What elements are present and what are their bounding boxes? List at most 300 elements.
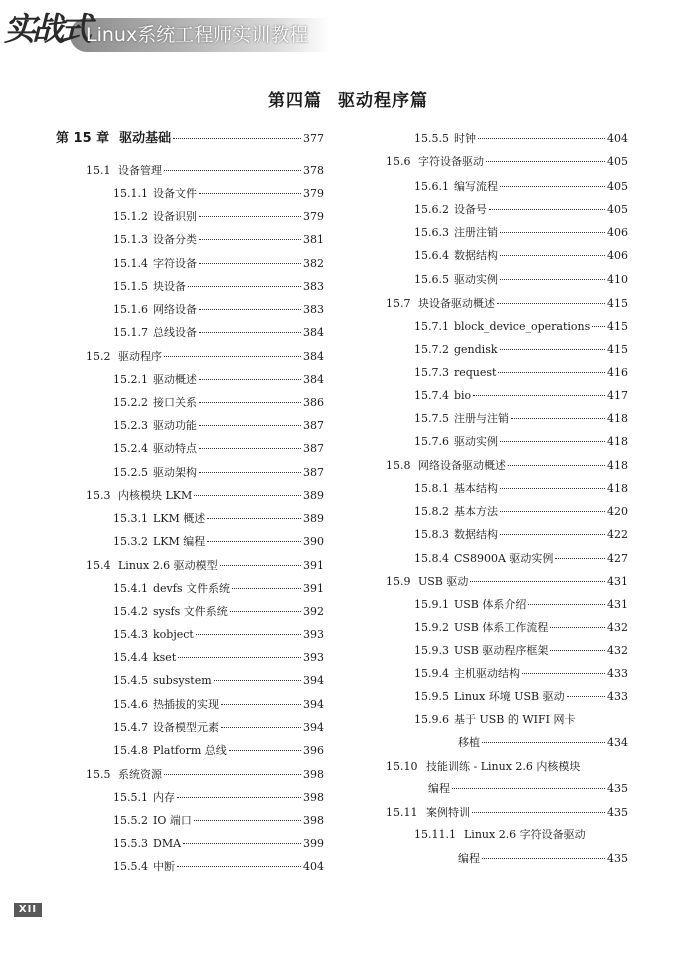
book-title: Linux系统工程师实训教程 [86, 24, 309, 46]
dot-leader [497, 303, 605, 304]
toc-entry-number: 15.3.2 [113, 535, 148, 548]
toc-entry-title: 接口关系 [153, 396, 197, 409]
toc-entry-title: request [454, 366, 497, 379]
dot-leader [486, 161, 605, 162]
toc-entry-title: USB 体系介绍 [454, 598, 527, 611]
toc-entry-title: 中断 [153, 860, 175, 873]
toc-entry-title: 驱动概述 [153, 373, 197, 386]
toc-entry-title: 字符设备驱动 [418, 155, 484, 168]
toc-entry-page: 432 [607, 644, 628, 657]
dot-leader [592, 326, 605, 327]
part-title [0, 86, 696, 111]
toc-entry-title: 注册注销 [454, 226, 498, 239]
toc-entry-title: 基本方法 [454, 505, 498, 518]
toc-entry [414, 828, 628, 842]
toc-entry [386, 575, 628, 589]
toc-entry [113, 860, 324, 874]
toc-entry [113, 837, 324, 851]
toc-entry [113, 791, 324, 805]
toc-entry-title: 网络设备驱动概述 [418, 459, 506, 472]
toc-entry-number: 15.5.4 [113, 860, 148, 873]
toc-entry [56, 132, 324, 146]
toc-entry-page: 394 [303, 721, 324, 734]
toc-entry [414, 482, 628, 496]
toc-entry [386, 155, 628, 169]
toc-entry [113, 303, 324, 317]
toc-entry-page: 390 [303, 535, 324, 548]
toc-entry-page: 432 [607, 621, 628, 634]
toc-entry-number: 15.9.5 [414, 690, 449, 703]
toc-entry-number: 15.6.2 [414, 203, 449, 216]
toc-entry-title: 编写流程 [454, 180, 498, 193]
toc-entry-title: LKM 编程 [153, 535, 206, 548]
toc-entry-page: 427 [607, 552, 628, 565]
toc-entry [414, 505, 628, 519]
dot-leader [500, 511, 605, 512]
toc-entry-number: 15.4.7 [113, 721, 148, 734]
toc-entry-title: 网络设备 [153, 303, 197, 316]
toc-entry-number: 15.4.1 [113, 582, 148, 595]
toc-entry-number: 15.8.1 [414, 482, 449, 495]
dot-leader [230, 611, 301, 612]
dot-leader [199, 472, 301, 473]
dot-leader [470, 581, 605, 582]
toc-entry-number: 15.9.1 [414, 598, 449, 611]
toc-entry-number: 15.2.2 [113, 396, 148, 409]
toc-entry [113, 396, 324, 410]
toc-entry [86, 559, 324, 573]
dot-leader [482, 742, 605, 743]
toc-entry-page: 431 [607, 575, 628, 588]
toc-entry-page: 392 [303, 605, 324, 618]
dot-leader [528, 604, 605, 605]
toc-entry-number: 15.2 [86, 350, 111, 363]
toc-entry-page: 405 [607, 180, 628, 193]
toc-entry-page: 418 [607, 459, 628, 472]
toc-entry-page: 378 [303, 164, 324, 177]
toc-entry-page: 415 [607, 320, 628, 333]
toc-entry-page: 404 [303, 860, 324, 873]
toc-entry-title: 设备识别 [153, 210, 197, 223]
toc-entry-number: 15.6.1 [414, 180, 449, 193]
dot-leader [489, 209, 605, 210]
toc-entry-page: 384 [303, 373, 324, 386]
toc-entry [113, 326, 324, 340]
toc-entry-page: 405 [607, 155, 628, 168]
toc-entry-title: 系统资源 [118, 768, 162, 781]
toc-entry-page: 396 [303, 744, 324, 757]
toc-entry-page: 416 [607, 366, 628, 379]
toc-entry [414, 713, 628, 727]
toc-entry-number: 15.4.4 [113, 651, 148, 664]
toc-entry [386, 297, 628, 311]
toc-entry-title: 数据结构 [454, 528, 498, 541]
toc-entry [113, 210, 324, 224]
part-number: 第四篇 [268, 91, 322, 111]
toc-entry-page: 383 [303, 280, 324, 293]
toc-entry [458, 736, 628, 750]
toc-entry-number: 15.2.1 [113, 373, 148, 386]
toc-entry-page: 386 [303, 396, 324, 409]
toc-entry-title: 驱动实例 [454, 273, 498, 286]
dot-leader [522, 673, 605, 674]
toc-entry-title: Linux 2.6 驱动模型 [118, 559, 218, 572]
toc-entry-title: 设备文件 [153, 187, 197, 200]
toc-entry-title: 基于 USB 的 WIFI 网卡 [454, 713, 576, 726]
toc-entry [428, 782, 628, 796]
toc-entry-title: 设备分类 [153, 233, 197, 246]
toc-entry [86, 164, 324, 178]
toc-entry-number: 15.1.1 [113, 187, 148, 200]
toc-entry [113, 651, 324, 665]
toc-entry-number: 15.7.4 [414, 389, 449, 402]
toc-entry-number: 15.5.1 [113, 791, 148, 804]
toc-entry-number: 15.6 [386, 155, 411, 168]
dot-leader [178, 657, 301, 658]
toc-entry-page: 431 [607, 598, 628, 611]
toc-entry [414, 412, 628, 426]
toc-entry-page: 387 [303, 466, 324, 479]
toc-entry [113, 442, 324, 456]
toc-entry-title: 技能训练 - Linux 2.6 内核模块 [426, 760, 581, 773]
toc-entry [113, 698, 324, 712]
toc-entry [414, 343, 628, 357]
toc-entry-title: 设备模型元素 [153, 721, 219, 734]
toc-entry-number: 15.11 [386, 806, 418, 819]
toc-entry [113, 419, 324, 433]
toc-entry [113, 466, 324, 480]
dot-leader [207, 541, 301, 542]
toc-entry-page: 435 [607, 782, 628, 795]
toc-entry-page: 399 [303, 837, 324, 850]
toc-entry-number: 15.5.3 [113, 837, 148, 850]
toc-entry-number: 15.1.5 [113, 280, 148, 293]
toc-entry [414, 273, 628, 287]
toc-entry-page: 406 [607, 226, 628, 239]
dot-leader [232, 588, 301, 589]
toc-entry-number: 15.5.5 [414, 132, 449, 145]
dot-leader [177, 866, 301, 867]
toc-entry-page: 433 [607, 667, 628, 680]
toc-entry-number: 15.1.6 [113, 303, 148, 316]
toc-entry-title: 基本结构 [454, 482, 498, 495]
toc-entry [113, 535, 324, 549]
toc-entry-title: Linux 环境 USB 驱动 [454, 690, 565, 703]
toc-entry-page: 406 [607, 249, 628, 262]
toc-entry-page: 435 [607, 852, 628, 865]
toc-entry-page: 387 [303, 442, 324, 455]
toc-entry-title: USB 驱动 [418, 575, 469, 588]
dot-leader [199, 263, 301, 264]
toc-entry-page: 394 [303, 698, 324, 711]
toc-entry-title: block_device_operations [454, 320, 591, 333]
toc-entry-title: devfs 文件系统 [153, 582, 230, 595]
dot-leader [555, 558, 605, 559]
toc-entry-number: 15.7 [386, 297, 411, 310]
toc-entry-page: 379 [303, 210, 324, 223]
dot-leader [196, 634, 301, 635]
toc-entry-title: 移植 [458, 736, 480, 749]
toc-entry-number: 15.9.2 [414, 621, 449, 634]
toc-entry-title: CS8900A 驱动实例 [454, 552, 554, 565]
toc-entry [113, 233, 324, 247]
dot-leader [199, 309, 301, 310]
dot-leader [199, 402, 301, 403]
toc-entry-number: 15.8.4 [414, 552, 449, 565]
toc-entry [414, 180, 628, 194]
toc-entry-page: 398 [303, 814, 324, 827]
part-name: 驱动程序篇 [338, 91, 428, 111]
toc-entry-page: 381 [303, 233, 324, 246]
toc-entry-page: 384 [303, 326, 324, 339]
dot-leader [177, 797, 301, 798]
dot-leader [500, 534, 605, 535]
toc-entry-title: sysfs 文件系统 [153, 605, 228, 618]
toc-entry-title: bio [454, 389, 472, 402]
toc-entry-number: 15.6.3 [414, 226, 449, 239]
toc-entry [113, 721, 324, 735]
toc-entry [86, 350, 324, 364]
toc-entry-title: 主机驱动结构 [454, 667, 520, 680]
toc-entry [113, 814, 324, 828]
toc-entry [414, 690, 628, 704]
toc-entry-number: 15.7.2 [414, 343, 449, 356]
dot-leader [164, 170, 301, 171]
toc-entry-title: 块设备 [153, 280, 186, 293]
toc-entry-page: 393 [303, 651, 324, 664]
toc-entry-number: 15.4.2 [113, 605, 148, 618]
dot-leader [199, 332, 301, 333]
dot-leader [500, 441, 605, 442]
toc-entry [414, 644, 628, 658]
toc-entry [414, 552, 628, 566]
toc-entry-number: 15.5 [86, 768, 111, 781]
toc-entry [414, 389, 628, 403]
toc-entry-title: Linux 2.6 字符设备驱动 [464, 828, 586, 841]
toc-entry [386, 760, 628, 774]
toc-entry-title: gendisk [454, 343, 498, 356]
toc-entry-page: 398 [303, 791, 324, 804]
toc-entry [414, 667, 628, 681]
dot-leader [199, 193, 301, 194]
dot-leader [188, 286, 301, 287]
toc-entry-title: 案例特训 [426, 806, 470, 819]
toc-entry [414, 366, 628, 380]
dot-leader [194, 495, 301, 496]
toc-entry-title: 设备管理 [118, 164, 162, 177]
toc-entry-page: 387 [303, 419, 324, 432]
toc-entry-page: 393 [303, 628, 324, 641]
dot-leader [220, 565, 301, 566]
toc-entry-number: 15.1 [86, 164, 111, 177]
toc-entry-title: 数据结构 [454, 249, 498, 262]
toc-entry [113, 373, 324, 387]
toc-entry-number: 15.7.1 [414, 320, 449, 333]
toc-entry-page: 404 [607, 132, 628, 145]
toc-entry-title: 内核模块 LKM [118, 489, 193, 502]
toc-entry [414, 528, 628, 542]
toc-entry-page: 391 [303, 559, 324, 572]
toc-entry-title: kobject [153, 628, 194, 641]
toc-entry-number: 15.1.3 [113, 233, 148, 246]
toc-entry-page: 389 [303, 489, 324, 502]
toc-entry-title: USB 驱动程序框架 [454, 644, 549, 657]
toc-entry-title: 内存 [153, 791, 175, 804]
dot-leader [498, 372, 605, 373]
toc-entry-page: 420 [607, 505, 628, 518]
toc-entry-title: IO 端口 [153, 814, 192, 827]
toc-entry [386, 459, 628, 473]
toc-entry-number: 15.9 [386, 575, 411, 588]
toc-entry-page: 377 [303, 132, 324, 145]
toc-entry-number: 15.1.4 [113, 257, 148, 270]
toc-entry-title: 驱动功能 [153, 419, 197, 432]
dot-leader [229, 750, 301, 751]
toc-entry-page: 379 [303, 187, 324, 200]
toc-entry-number: 15.2.4 [113, 442, 148, 455]
toc-entry-number: 15.4.3 [113, 628, 148, 641]
dot-leader [500, 349, 605, 350]
dot-leader [207, 518, 301, 519]
dot-leader [550, 627, 605, 628]
toc-entry [113, 257, 324, 271]
toc-entry-number: 15.10 [386, 760, 418, 773]
dot-leader [199, 379, 301, 380]
toc-entry-page: 384 [303, 350, 324, 363]
dot-leader [550, 650, 605, 651]
dot-leader [478, 138, 605, 139]
toc-entry-title: 时钟 [454, 132, 476, 145]
toc-entry-page: 394 [303, 674, 324, 687]
toc-entry-number: 15.6.4 [414, 249, 449, 262]
toc-entry-title: 热插拔的实现 [153, 698, 219, 711]
toc-entry-number: 15.7.3 [414, 366, 449, 379]
dot-leader [500, 279, 605, 280]
toc-entry-page: 422 [607, 528, 628, 541]
toc-entry-page: 398 [303, 768, 324, 781]
toc-entry-page: 405 [607, 203, 628, 216]
page-number: XII [14, 903, 42, 917]
dot-leader [500, 255, 605, 256]
toc-entry-number: 15.1.7 [113, 326, 148, 339]
toc-entry-number: 15.6.5 [414, 273, 449, 286]
toc-entry-title: 驱动实例 [454, 435, 498, 448]
dot-leader [214, 680, 301, 681]
toc-entry [414, 598, 628, 612]
toc-entry-page: 391 [303, 582, 324, 595]
toc-entry-page: 418 [607, 435, 628, 448]
toc-entry [113, 628, 324, 642]
toc-entry-number: 15.8 [386, 459, 411, 472]
toc-entry [414, 435, 628, 449]
toc-entry-title: DMA [153, 837, 182, 850]
dot-leader [482, 858, 605, 859]
toc-entry-title: kset [153, 651, 177, 664]
toc-entry-title: 编程 [428, 782, 450, 795]
toc-entry-title: 驱动基础 [119, 131, 172, 146]
toc-entry-number: 15.4 [86, 559, 111, 572]
toc-entry-title: 块设备驱动概述 [418, 297, 495, 310]
toc-entry [414, 621, 628, 635]
toc-entry [86, 768, 324, 782]
dot-leader [500, 186, 605, 187]
toc-entry-number: 15.9.4 [414, 667, 449, 680]
toc-entry-page: 389 [303, 512, 324, 525]
toc-entry-number: 15.2.5 [113, 466, 148, 479]
dot-leader [508, 465, 605, 466]
dot-leader [164, 356, 301, 357]
toc-entry-page: 410 [607, 273, 628, 286]
toc-entry [414, 132, 628, 146]
toc-entry [113, 744, 324, 758]
toc-entry-number: 15.3.1 [113, 512, 148, 525]
dot-leader [473, 395, 605, 396]
toc-entry-number: 第 15 章 [56, 131, 110, 146]
toc-entry [113, 605, 324, 619]
toc-entry [113, 674, 324, 688]
toc-entry [113, 582, 324, 596]
toc-entry-title: 驱动程序 [118, 350, 162, 363]
dot-leader [500, 488, 605, 489]
dot-leader [194, 820, 301, 821]
toc-entry-number: 15.5.2 [113, 814, 148, 827]
dot-leader [199, 448, 301, 449]
toc-entry-number: 15.4.5 [113, 674, 148, 687]
toc-entry-page: 418 [607, 482, 628, 495]
dot-leader [199, 239, 301, 240]
toc-entry-title: 驱动特点 [153, 442, 197, 455]
toc-entry [414, 249, 628, 263]
toc-entry-page: 418 [607, 412, 628, 425]
toc-entry-number: 15.7.6 [414, 435, 449, 448]
toc-entry-title: 总线设备 [153, 326, 197, 339]
toc-entry [386, 806, 628, 820]
toc-entry-number: 15.4.6 [113, 698, 148, 711]
dot-leader [511, 418, 605, 419]
toc-entry-number: 15.3 [86, 489, 111, 502]
toc-entry-number: 15.1.2 [113, 210, 148, 223]
toc-entry-number: 15.7.5 [414, 412, 449, 425]
toc-entry-title: 编程 [458, 852, 480, 865]
dot-leader [500, 232, 605, 233]
toc-entry-title: USB 体系工作流程 [454, 621, 549, 634]
toc-entry-title: 驱动架构 [153, 466, 197, 479]
toc-entry-number: 15.4.8 [113, 744, 148, 757]
toc-entry-title: subsystem [153, 674, 212, 687]
dot-leader [183, 843, 301, 844]
dot-leader [164, 774, 301, 775]
dot-leader [221, 727, 301, 728]
toc-entry-page: 433 [607, 690, 628, 703]
dot-leader [452, 788, 605, 789]
toc-entry [458, 852, 628, 866]
toc-entry [414, 226, 628, 240]
toc-entry-page: 435 [607, 806, 628, 819]
toc-entry-number: 15.2.3 [113, 419, 148, 432]
toc-entry [113, 280, 324, 294]
toc-entry-title: LKM 概述 [153, 512, 206, 525]
toc-entry-number: 15.11.1 [414, 828, 456, 841]
dot-leader [221, 704, 301, 705]
toc-entry-page: 382 [303, 257, 324, 270]
toc-entry-title: 字符设备 [153, 257, 197, 270]
toc-entry-title: Platform 总线 [153, 744, 227, 757]
toc-entry-page: 434 [607, 736, 628, 749]
dot-leader [567, 696, 605, 697]
series-logo: 实战式 [4, 10, 89, 48]
toc-entry-title: 注册与注销 [454, 412, 509, 425]
dot-leader [472, 812, 605, 813]
